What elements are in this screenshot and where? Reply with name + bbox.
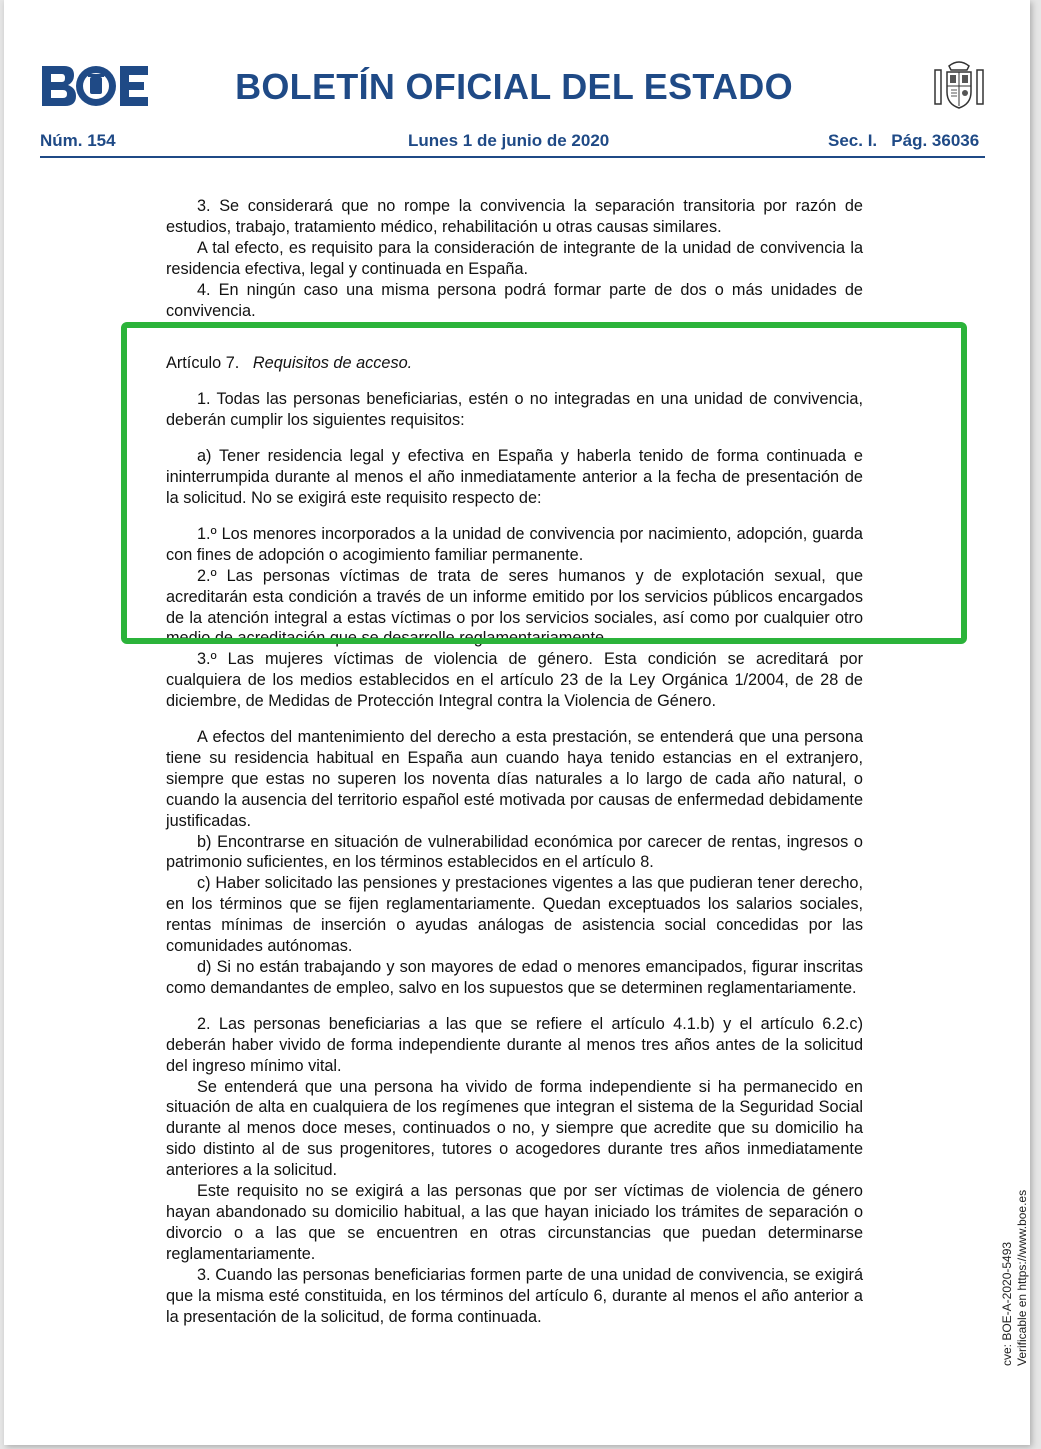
- boe-logo: [40, 64, 150, 108]
- paragraph: 2.º Las personas víctimas de trata de seres humanos y de explotación sexual, que acreditarán esta condición a través de un informe emitido por los servicios públicos encargados de la atención integral a estas víctimas o por los servicios sociales, así como por cualquier otro medio de acreditación que se desarrolle reglamentariamente.: [166, 566, 863, 648]
- paragraph: Este requisito no se exigirá a las personas que por ser víctimas de violencia de género hayan abandonado su domicilio habitual, a las que hayan iniciado los trámites de separación o divorcio o a las que se encuentren en otras circunstancias que puedan determinarse reglamentariamente.: [166, 1182, 863, 1263]
- article-label: Artículo 7.: [166, 354, 240, 373]
- paragraph: 1. Todas las personas beneficiarias, estén o no integradas en una unidad de convivencia, deberán cumplir los siguientes requisitos:: [166, 390, 863, 430]
- highlight-box: [121, 322, 967, 644]
- section-page: Sec. I. Pág. 36036: [828, 131, 980, 150]
- cve-code: cve: BOE-A-2020-5493: [1000, 1241, 1014, 1366]
- paragraph: 4. En ningún caso una misma persona podrá formar parte de dos o más unidades de convivencia.: [166, 280, 863, 320]
- paragraph: b) Encontrarse en situación de vulnerabilidad económica por carecer de rentas, ingresos o patrimonio suficientes, en los términos establecidos en el artículo 8.: [166, 832, 863, 872]
- paragraph: 3.º Las mujeres víctimas de violencia de género. Esta condición se acreditará por cualquiera de los medios establecidos en el artículo 23 de la Ley Orgánica 1/2004, de 28 de diciembre, de Medidas de Protección Integral contra la Violencia de Género.: [166, 650, 863, 711]
- paragraph: A tal efecto, es requisito para la consideración de integrante de la unidad de convivencia la residencia efectiva, legal y continuada en España.: [166, 238, 863, 278]
- paragraph: 2. Las personas beneficiarias a las que se refiere el artículo 4.1.b) y el artículo 6.2.c) deberán haber vivido de forma independiente durante al menos tres años antes de la solicitud del ingreso mínimo vital.: [166, 1014, 863, 1075]
- verification-url: Verificable en https://www.boe.es: [1015, 1189, 1029, 1366]
- bulletin-title: BOLETÍN OFICIAL DEL ESTADO: [235, 66, 793, 107]
- paragraph: 3. Cuando las personas beneficiarias formen parte de una unidad de convivencia, se exigirá que la misma esté constituida, en los términos del artículo 6, durante al menos el año anterior a la presentación de la solicitud, de forma continuada.: [166, 1265, 863, 1326]
- paragraph: 3. Se considerará que no rompe la convivencia la separación transitoria por razón de estudios, trabajo, tratamiento médico, rehabilitación u otras causas similares.: [166, 197, 863, 236]
- paragraph: A efectos del mantenimiento del derecho a esta prestación, se entenderá que una persona tiene su residencia habitual en España aun cuando haya tenido estancias en el extranjero, siempre que estas no superen los noventa días naturales a lo largo de cada año natural, o cuando la ausencia del territorio español esté motivada por causas de enfermedad debidamente justificadas.: [166, 728, 863, 830]
- header-divider: [40, 156, 985, 158]
- paragraph: a) Tener residencia legal y efectiva en España y haberla tenido de forma continuada e ininterrumpida durante al menos el año inmediatamente anterior a la fecha de presentación de la solicitud. No se exigirá este requisito respecto de:: [166, 447, 863, 507]
- issue-number: Núm. 154: [40, 131, 116, 150]
- paragraph: d) Si no están trabajando y son mayores de edad o menores emancipados, figurar inscritas como demandantes de empleo, salvo en los supuestos que se determinen reglamentariamente.: [166, 958, 863, 997]
- paragraph: c) Haber solicitado las pensiones y prestaciones vigentes a las que pudieran tener derecho, en los términos que se fijen reglamentariamente. Quedan exceptuados los salarios sociales, rentas mínimas de inserción o ayudas análogas de asistencia social concedidas por las comunidades autónomas.: [166, 874, 863, 956]
- verification-note: [1000, 1190, 1030, 1366]
- boe-page: [4, 0, 1030, 1445]
- paragraph: 1.º Los menores incorporados a la unidad de convivencia por nacimiento, adopción, guarda con fines de adopción o acogimiento familiar permanente.: [166, 524, 863, 564]
- issue-date: Lunes 1 de junio de 2020: [408, 131, 610, 150]
- article-title: Requisitos de acceso.: [252, 354, 413, 373]
- paragraph: Se entenderá que una persona ha vivido de forma independiente si ha permanecido en situación de alta en cualquiera de los regímenes que integran el sistema de la Seguridad Social durante al menos doce meses, continuados o no, y siempre que acredite que su domicilio ha sido distinto al de sus progenitores, tutores o acogedores durante tres años inmediatamente anteriores a la solicitud.: [166, 1077, 863, 1180]
- bulletin-meta: [40, 131, 984, 153]
- spain-coat-of-arms-icon: [931, 56, 987, 112]
